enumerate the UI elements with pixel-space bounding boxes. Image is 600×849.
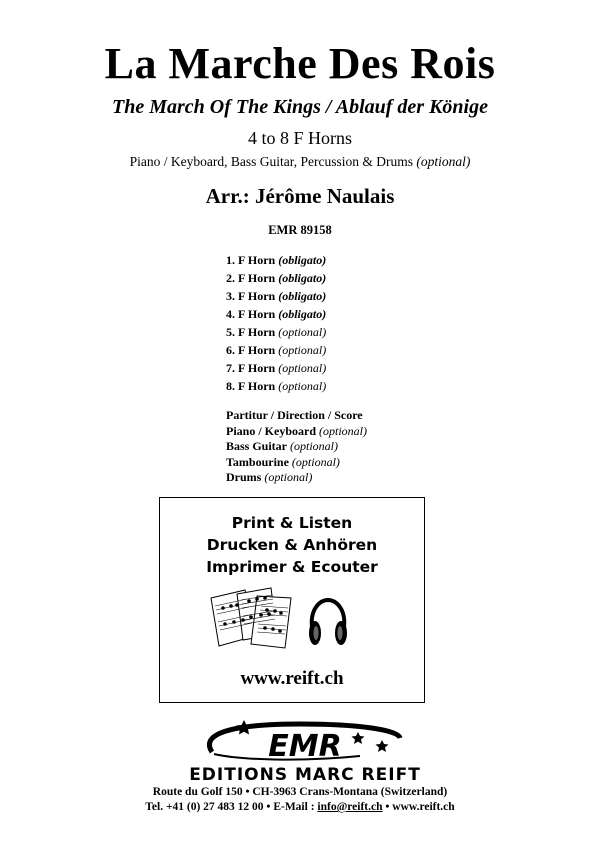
list-item [226,455,367,471]
part-name: 3. F Horn [226,289,276,303]
part-name: 2. F Horn [226,271,276,285]
part-name: 4. F Horn [226,307,276,321]
publisher-name: EDITIONS MARC REIFT [189,765,421,784]
list-item [226,287,326,305]
accompaniment-text: Piano / Keyboard, Bass Guitar, Percussion & Drums [129,154,413,169]
contact-tel: Tel. +41 (0) 27 483 12 00 • E-Mail : [145,801,318,813]
list-item [226,359,326,377]
headphones-icon [306,597,350,654]
contact-website[interactable]: • www.reift.ch [382,801,455,813]
part-name: Drums [226,470,262,484]
list-item [226,377,326,395]
list-item [226,305,326,323]
promo-url[interactable]: www.reift.ch [240,668,344,689]
list-item [226,470,367,486]
list-item [226,251,326,269]
list-item [226,424,367,440]
part-note: (optional) [278,361,327,375]
part-note: (optional) [291,454,340,469]
part-name: 8. F Horn [226,379,276,393]
publisher-contact [0,801,600,813]
part-note: (optional) [278,379,327,393]
part-note: (obligato) [278,289,327,303]
part-note: (optional) [290,439,339,453]
list-item [226,439,367,455]
subtitle: The March Of The Kings / Ablauf der Könige [112,96,488,118]
part-name: 1. F Horn [226,253,276,267]
horn-parts-list [226,251,326,395]
promo-lines [160,512,424,578]
part-note: (optional) [319,423,368,438]
page-title: La Marche Des Rois [104,39,496,88]
part-name: 7. F Horn [226,361,276,375]
list-item [226,408,367,424]
promo-line: Print & Listen [231,514,353,532]
part-note: (obligato) [278,253,327,267]
part-name: 6. F Horn [226,343,276,357]
part-name: Partitur / Direction / Score [226,408,363,422]
part-name: Piano / Keyboard [226,423,317,438]
logo-text: EMR [268,729,342,764]
part-name: 5. F Horn [226,325,276,339]
part-note: (optional) [278,343,327,357]
arranger: Arr.: Jérôme Naulais [205,184,395,208]
part-name: Tambourine [226,454,289,469]
part-note: (optional) [264,470,313,484]
sheet-music-icon [207,586,297,659]
part-note: (obligato) [278,307,327,321]
list-item [226,341,326,359]
list-item [226,323,326,341]
part-name: Bass Guitar [226,439,288,453]
accompaniment-note: (optional) [416,154,471,169]
emr-logo [160,716,450,789]
list-item [226,269,326,287]
promo-line: Imprimer & Ecouter [206,558,378,576]
promo-line: Drucken & Anhören [206,536,378,554]
part-note: (optional) [278,325,327,339]
extra-parts-list [226,408,367,486]
part-note: (obligato) [278,271,327,285]
publisher-address: Route du Golf 150 • CH-3963 Crans-Montana (Switzerland) [152,786,448,798]
catalog-number: EMR 89158 [268,223,332,237]
contact-email[interactable]: info@reift.ch [317,801,383,813]
accompaniment [0,154,600,170]
print-listen-box [159,497,425,703]
instrumentation: 4 to 8 F Horns [247,128,352,148]
